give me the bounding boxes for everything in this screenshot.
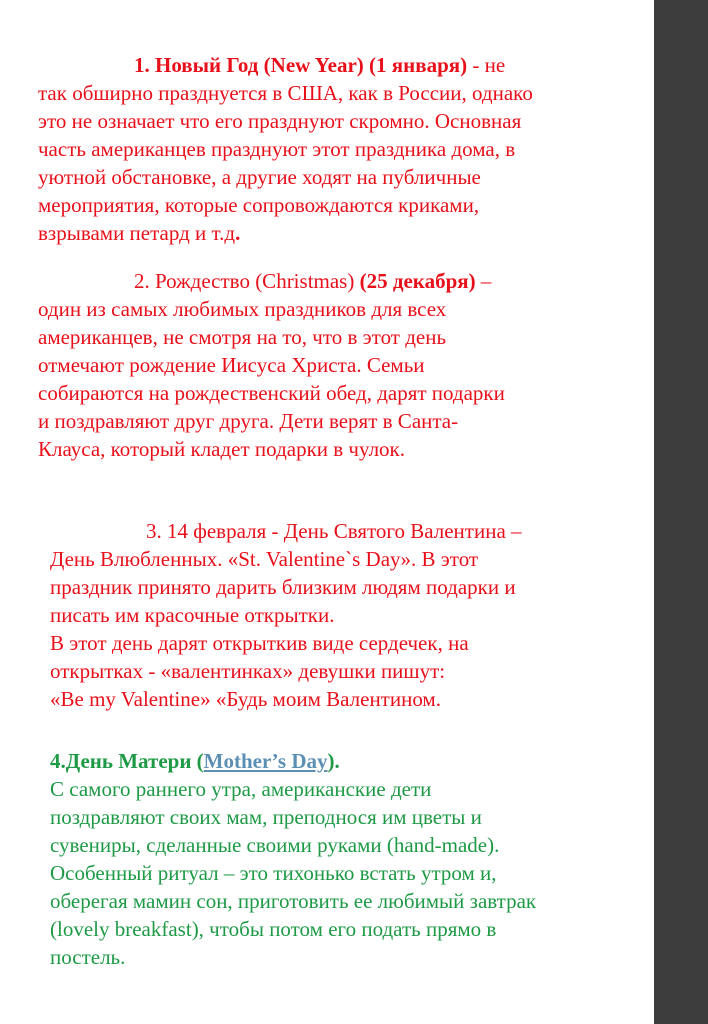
- new-year-line: уютной обстановке, а другие ходят на публичные: [38, 165, 481, 189]
- mothers-day-title-end: ).: [327, 749, 340, 773]
- valentine-line: День Влюбленных. «St. Valentine`s Day». В этот: [50, 547, 479, 571]
- new-year-title-tail: - не: [467, 53, 506, 77]
- section-valentine: [50, 517, 522, 713]
- new-year-line: часть американцев празднуют этот праздника дома, в: [38, 137, 516, 161]
- christmas-line: один из самых любимых праздников для всех: [38, 297, 447, 321]
- new-year-line: так обширно празднуется в США, как в России, однако: [38, 81, 533, 105]
- christmas-title-line: [38, 267, 505, 295]
- new-year-last-line: [38, 219, 533, 247]
- new-year-line: это не означает что его празднуют скромно. Основная: [38, 109, 522, 133]
- new-year-title: 1. Новый Год (New Year) (1 января): [134, 53, 468, 77]
- new-year-line: мероприятия, которые сопровождаются криками,: [38, 193, 480, 217]
- mothers-day-title-line: [50, 747, 536, 775]
- christmas-line: собираются на рождественский обед, дарят подарки: [38, 381, 505, 405]
- section-mothers-day: [50, 747, 536, 971]
- christmas-dash: –: [475, 269, 492, 293]
- valentine-line: В этот день дарят открыткив виде сердечек, на: [50, 631, 469, 655]
- valentine-line: писать им красочные открытки.: [50, 603, 335, 627]
- mothers-day-link[interactable]: Mother’s Day: [203, 749, 328, 773]
- mothers-day-line: (lovely breakfast), чтобы потом его подать прямо в: [50, 917, 497, 941]
- mothers-day-line: С самого раннего утра, американские дети: [50, 777, 432, 801]
- valentine-line: праздник принято дарить близким людям подарки и: [50, 575, 516, 599]
- christmas-line: отмечают рождение Иисуса Христа. Семьи: [38, 353, 425, 377]
- mothers-day-line: сувениры, сделанные своими руками (hand-made).: [50, 833, 500, 857]
- side-bar: [654, 0, 708, 1024]
- mothers-day-line: оберегая мамин сон, приготовить ее любимый завтрак: [50, 889, 537, 913]
- mothers-day-line: поздравляют своих мам, преподнося им цветы и: [50, 805, 482, 829]
- christmas-title: 2. Рождество (Christmas): [134, 269, 360, 293]
- mothers-day-line: Особенный ритуал – это тихонько встать утром и,: [50, 861, 497, 885]
- christmas-line: американцев, не смотря на то, что в этот день: [38, 325, 447, 349]
- mothers-day-title-start: 4.День Матери (: [50, 749, 204, 773]
- section-christmas: [38, 267, 505, 463]
- christmas-line: и поздравляют друг друга. Дети верят в Санта-: [38, 409, 459, 433]
- christmas-date: (25 декабря): [359, 269, 476, 293]
- valentine-line: «Be my Valentine» «Будь моим Валентином.: [50, 687, 441, 711]
- mothers-day-line: постель.: [50, 945, 126, 969]
- new-year-last-dot: .: [235, 221, 241, 245]
- new-year-last-text: взрывами петард и т.д: [38, 221, 236, 245]
- christmas-line: Клауса, который кладет подарки в чулок.: [38, 437, 405, 461]
- new-year-title-line: [38, 51, 533, 79]
- valentine-line: открытках - «валентинках» девушки пишут:: [50, 659, 446, 683]
- valentine-title: 3. 14 февраля - День Святого Валентина –: [146, 519, 522, 543]
- section-new-year: [38, 51, 533, 247]
